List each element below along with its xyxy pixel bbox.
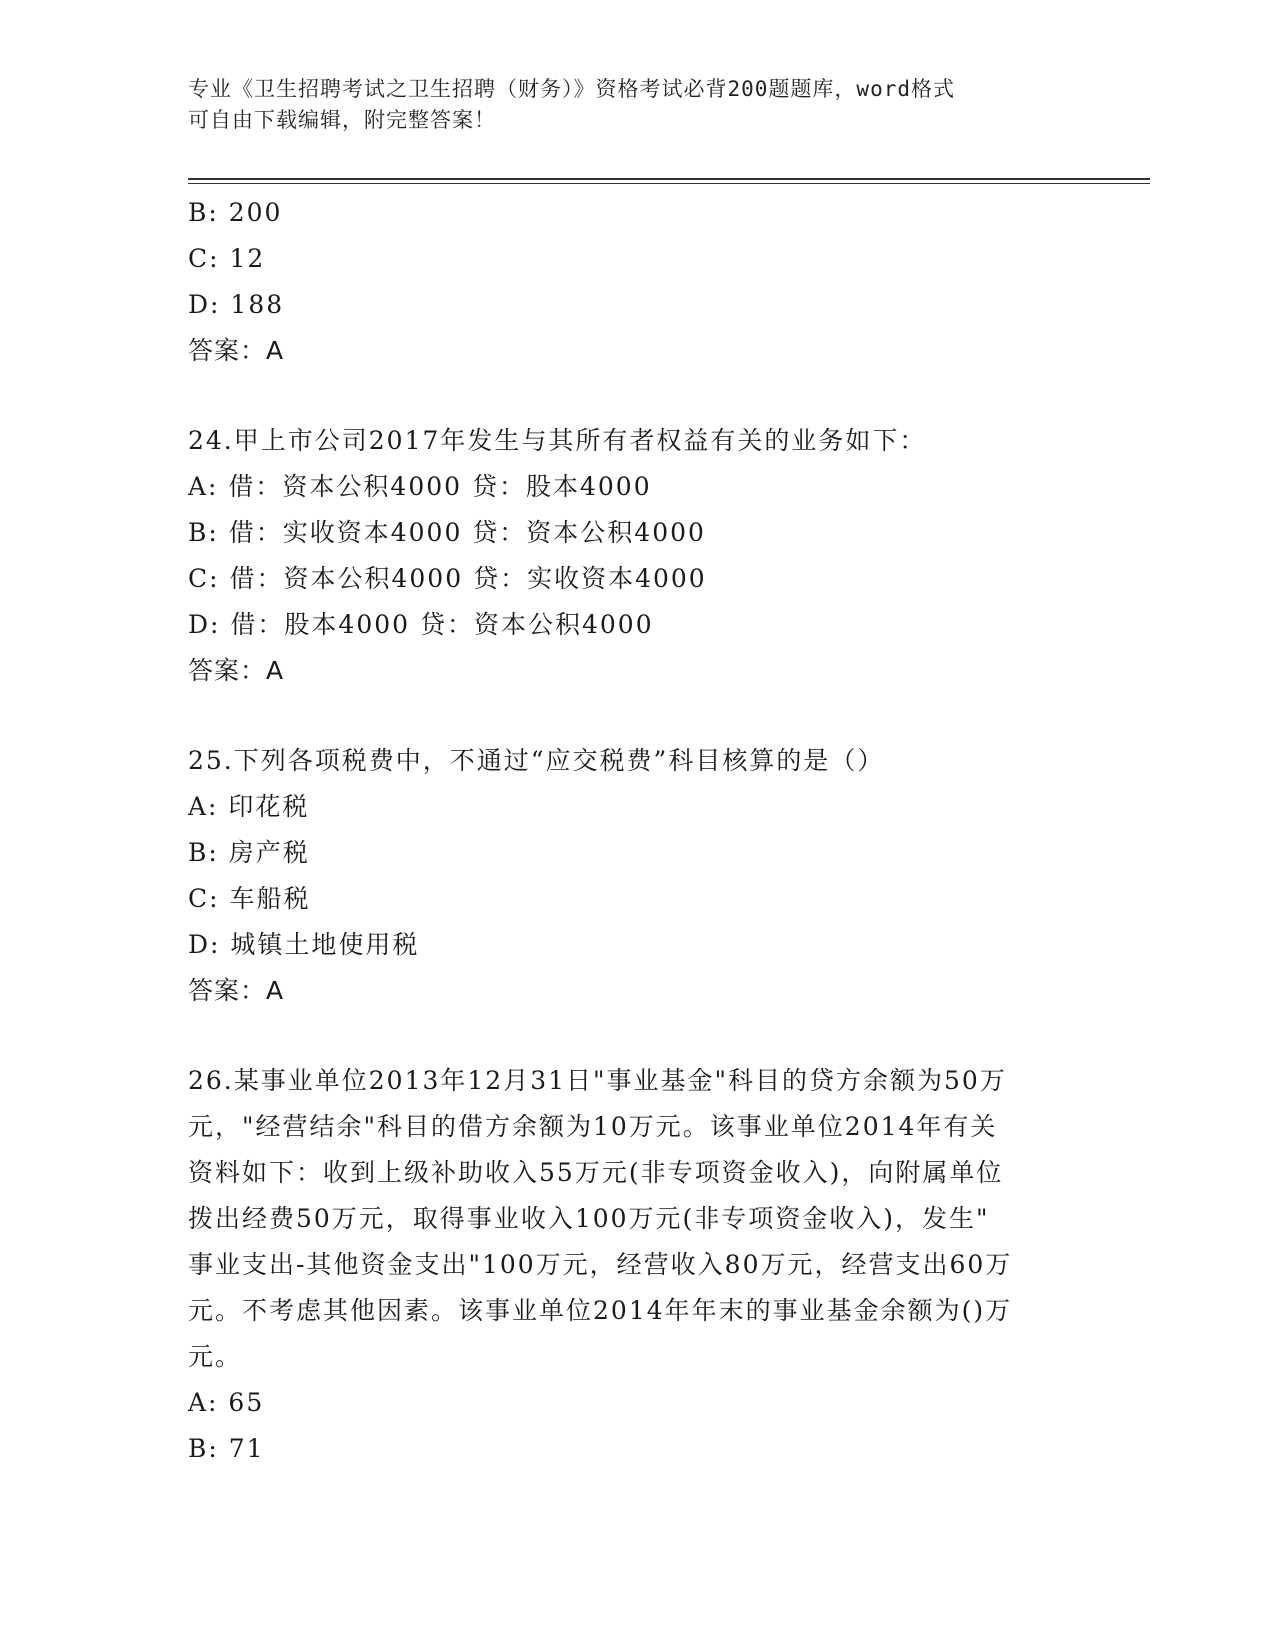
question-23: [188, 190, 1088, 374]
question-text-line-6: 元。不考虑其他因素。该事业单位2014年年末的事业基金余额为()万: [188, 1296, 1013, 1325]
question-text: 25.下列各项税费中，不通过“应交税费”科目核算的是（）: [188, 746, 885, 775]
option-c: C: 12: [188, 244, 266, 273]
option-d: D: 城镇土地使用税: [188, 930, 420, 959]
header-title-line-1: 专业《卫生招聘考试之卫生招聘（财务）》资格考试必背200题题库，word格式: [188, 77, 955, 101]
question-text-line-7: 元。: [188, 1342, 243, 1371]
answer-line: 答案：A: [188, 656, 285, 685]
option-b: B: 房产税: [188, 838, 310, 867]
answer-line: 答案：A: [188, 336, 285, 365]
question-text-line-3: 资料如下：收到上级补助收入55万元(非专项资金收入)，向附属单位: [188, 1158, 1004, 1187]
document-header: [188, 74, 1088, 136]
question-text-line-1: 26.某事业单位2013年12月31日"事业基金"科目的贷方余额为50万: [188, 1066, 1007, 1095]
header-divider-thick: [188, 178, 1150, 180]
question-26: [188, 1058, 1088, 1472]
option-d: D: 188: [188, 290, 285, 319]
option-c: C: 借：资本公积4000 贷：实收资本4000: [188, 564, 707, 593]
option-b: B: 200: [188, 198, 283, 227]
question-text-line-2: 元，"经营结余"科目的借方余额为10万元。该事业单位2014年有关: [188, 1112, 998, 1141]
question-list: [188, 190, 1088, 1472]
option-c: C: 车船税: [188, 884, 311, 913]
option-a: A: 印花税: [188, 792, 310, 821]
question-24: [188, 418, 1088, 694]
answer-line: 答案：A: [188, 976, 285, 1005]
question-text: 24.甲上市公司2017年发生与其所有者权益有关的业务如下：: [188, 426, 927, 455]
option-b: B: 借：实收资本4000 贷：资本公积4000: [188, 518, 706, 547]
option-a: A: 借：资本公积4000 贷：股本4000: [188, 472, 652, 501]
question-text-line-5: 事业支出-其他资金支出"100万元，经营收入80万元，经营支出60万: [188, 1250, 1013, 1279]
header-title-line-2: 可自由下载编辑，附完整答案！: [188, 108, 496, 132]
header-divider-thin: [188, 183, 1150, 184]
option-a: A: 65: [188, 1388, 265, 1417]
question-25: [188, 738, 1088, 1014]
question-text-line-4: 拨出经费50万元，取得事业收入100万元(非专项资金收入)，发生": [188, 1204, 990, 1233]
option-d: D: 借：股本4000 贷：资本公积4000: [188, 610, 654, 639]
option-b: B: 71: [188, 1434, 265, 1463]
